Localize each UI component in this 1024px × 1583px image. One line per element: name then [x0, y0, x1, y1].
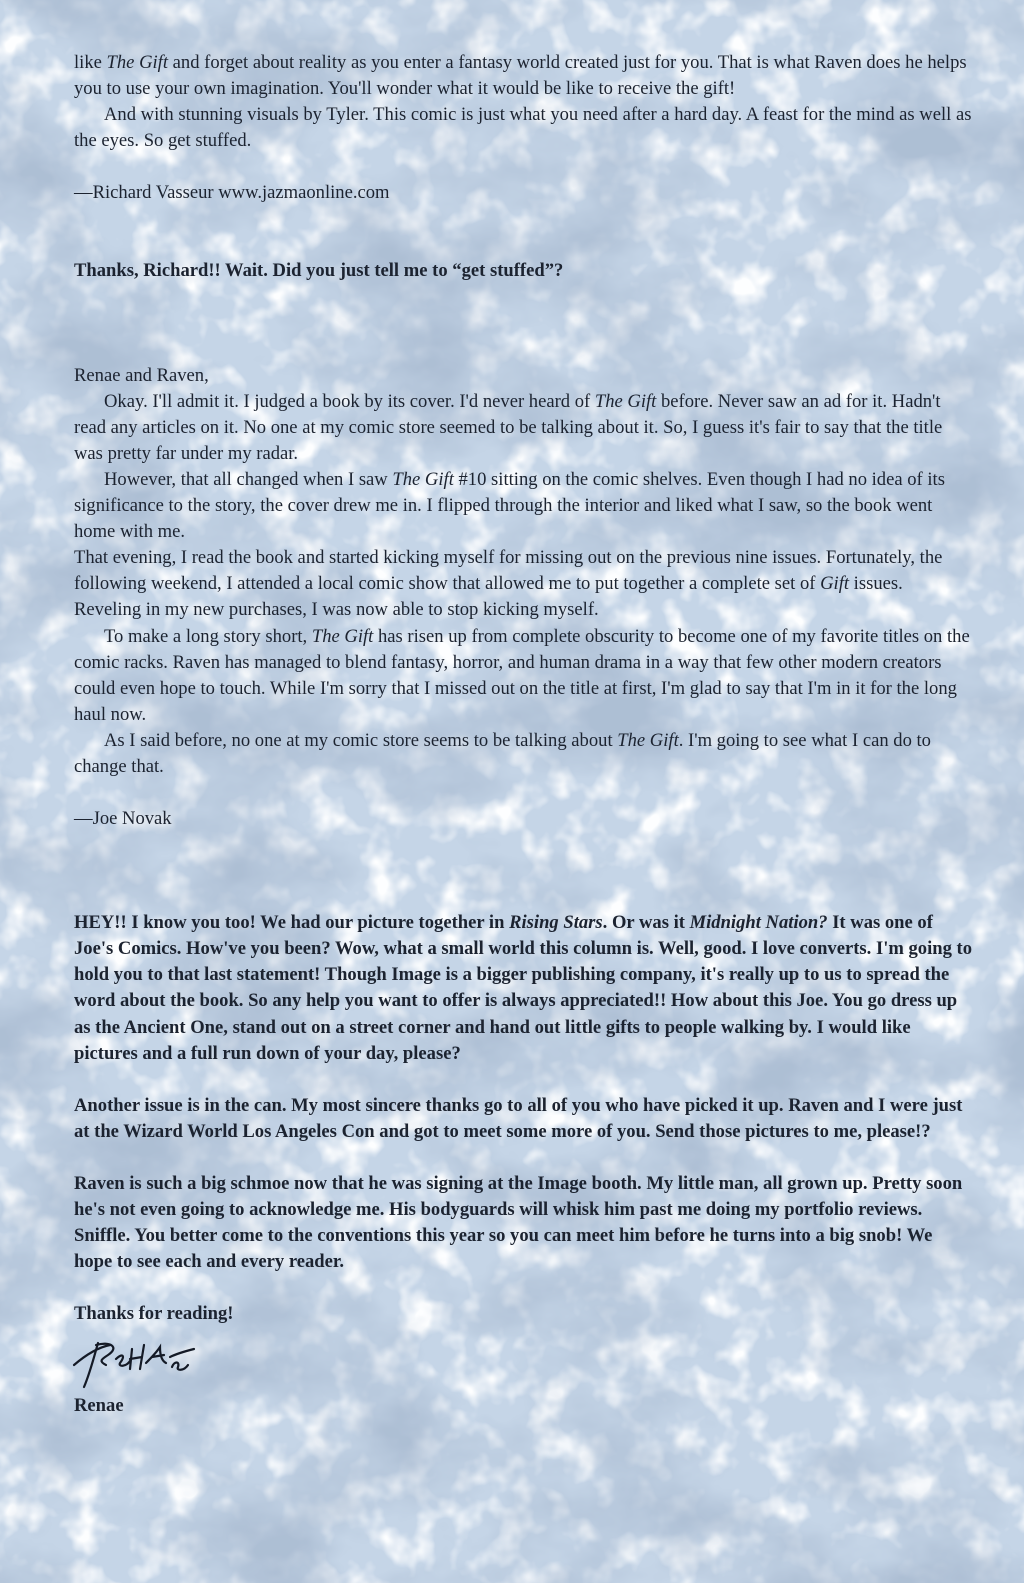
text-run: Another issue is in the can. My most sincere thanks go to all of you who have picked it up. Raven and I were just at the Wizard World Los Angeles Con and got to meet some more of you. Send those pictures to me, please!?: [74, 1094, 963, 1142]
text-run: like: [74, 52, 107, 73]
spacer: [74, 780, 974, 806]
spacer: [74, 206, 974, 258]
signature-stroke: [146, 1347, 166, 1363]
text-run: issues. Reveling in my new purchases, I was now able to stop kicking myself.: [74, 573, 903, 621]
spacer: [74, 832, 974, 910]
text-run: #10 sitting on the comic shelves. Even though I had no idea of its significance to the story, the cover drew me in. I flipped through the interior and liked what I saw, so the book went home with me.: [74, 468, 945, 543]
spacer: [74, 1145, 974, 1171]
text-run: . Or was it: [602, 912, 690, 934]
signature-stroke: [116, 1356, 130, 1366]
letter-paragraph: [74, 728, 974, 780]
italic-title-text: Rising Stars: [509, 912, 603, 934]
spacer: [74, 1067, 974, 1093]
text-run: . I'm going to see what I can do to change that.: [74, 729, 931, 777]
letter-signoff: —Richard Vasseur www.jazmaonline.com: [74, 182, 390, 204]
text-run: Raven is such a big schmoe now that he was signing at the Image booth. My little man, all grown up. Pretty soon he's not even going to acknowledge me. His bodyguards will whisk him past me doing my portfolio reviews. Sniffle. You better come to the conventions this year so you can meet him before he turns into a big snob! We hope to see each and every reader.: [74, 1172, 963, 1273]
reader-letter: [74, 50, 974, 363]
letter-signoff: —Joe Novak: [74, 808, 172, 830]
italic-title-text: The Gift: [392, 468, 454, 490]
editor-reply: [74, 910, 974, 1067]
letter-paragraph: [74, 50, 974, 102]
letter-paragraph: [74, 102, 974, 154]
italic-title-text: Midnight Nation?: [689, 912, 828, 934]
signature-stroke: [172, 1363, 188, 1370]
text-run: To make a long story short,: [104, 625, 312, 647]
signature-stroke: [84, 1343, 98, 1387]
signature-stroke: [170, 1349, 194, 1357]
letter-paragraph: [74, 545, 974, 623]
text-run: has risen up from complete obscurity to become one of my favorite titles on the comic racks. Raven has managed to blend fantasy, horror, and human drama in a way that few other modern creators could even hope to touch. While I'm sorry that I missed out on the title at first, I'm glad to say that I'm in it for the long haul now.: [74, 625, 970, 725]
text-run: and forget about reality as you enter a fantasy world created just for you. That is what Raven does he helps you to use your own imagination. You'll wonder what it would be like to receive the gift!: [74, 52, 967, 100]
text-run: However, that all changed when I saw: [104, 468, 393, 490]
letter-paragraph: [74, 624, 974, 728]
italic-title-text: The Gift: [311, 625, 374, 647]
editor-reply: [74, 258, 974, 284]
letter-paragraph: [74, 467, 974, 545]
letter-paragraph: [74, 389, 974, 467]
letters-page: [74, 50, 974, 1419]
text-run: As I said before, no one at my comic store seems to be talking about: [104, 729, 618, 751]
handwritten-signature: [68, 1333, 208, 1391]
text-run: It was one of Joe's Comics. How've you been? Wow, what a small world this column is. Well, good. I love converts. I'm going to hold you to that last statement! Though Image is a bigger publishing company, it's really up to us to spread the word about the book. So any help you want to offer is always appreciated!! How about this Joe. You go dress up as the Ancient One, stand out on a street corner and hand out little gifts to people walking by. I would like pictures and a full run down of your day, please?: [74, 912, 973, 1064]
signer-name: Renae: [74, 1395, 124, 1417]
spacer: [74, 154, 974, 180]
text-run: That evening, I read the book and started kicking myself for missing out on the previous nine issues. Fortunately, the following weekend, I attended a local comic show that allowed me to put together a complete set of: [74, 547, 943, 595]
closing-paragraph: [74, 1093, 974, 1145]
italic-title-text: Gift: [820, 573, 850, 595]
text-run: before. Never saw an ad for it. Hadn't read any articles on it. No one at my comic store seemed to be talking about it. So, I guess it's fair to say that the title was pretty far under my radar.: [74, 390, 943, 464]
reader-letter: [74, 363, 974, 1093]
italic-title-text: The Gift: [594, 390, 657, 412]
letter-salutation: Renae and Raven,: [74, 364, 209, 386]
italic-title-text: The Gift: [106, 52, 168, 73]
text-run: Okay. I'll admit it. I judged a book by its cover. I'd never heard of: [104, 390, 595, 412]
signature-stroke: [130, 1345, 144, 1369]
spacer: [74, 285, 974, 363]
closing-paragraph: [74, 1171, 974, 1275]
text-run: Thanks, Richard!! Wait. Did you just tell me to “get stuffed”?: [74, 260, 564, 282]
text-run: HEY!! I know you too! We had our picture together in: [74, 912, 510, 934]
spacer: [74, 1275, 974, 1301]
thanks-line: Thanks for reading!: [74, 1303, 234, 1325]
text-run: And with stunning visuals by Tyler. This comic is just what you need after a hard day. A feast for the mind as well as the eyes. So get stuffed.: [74, 104, 972, 152]
italic-title-text: The Gift: [617, 729, 679, 751]
